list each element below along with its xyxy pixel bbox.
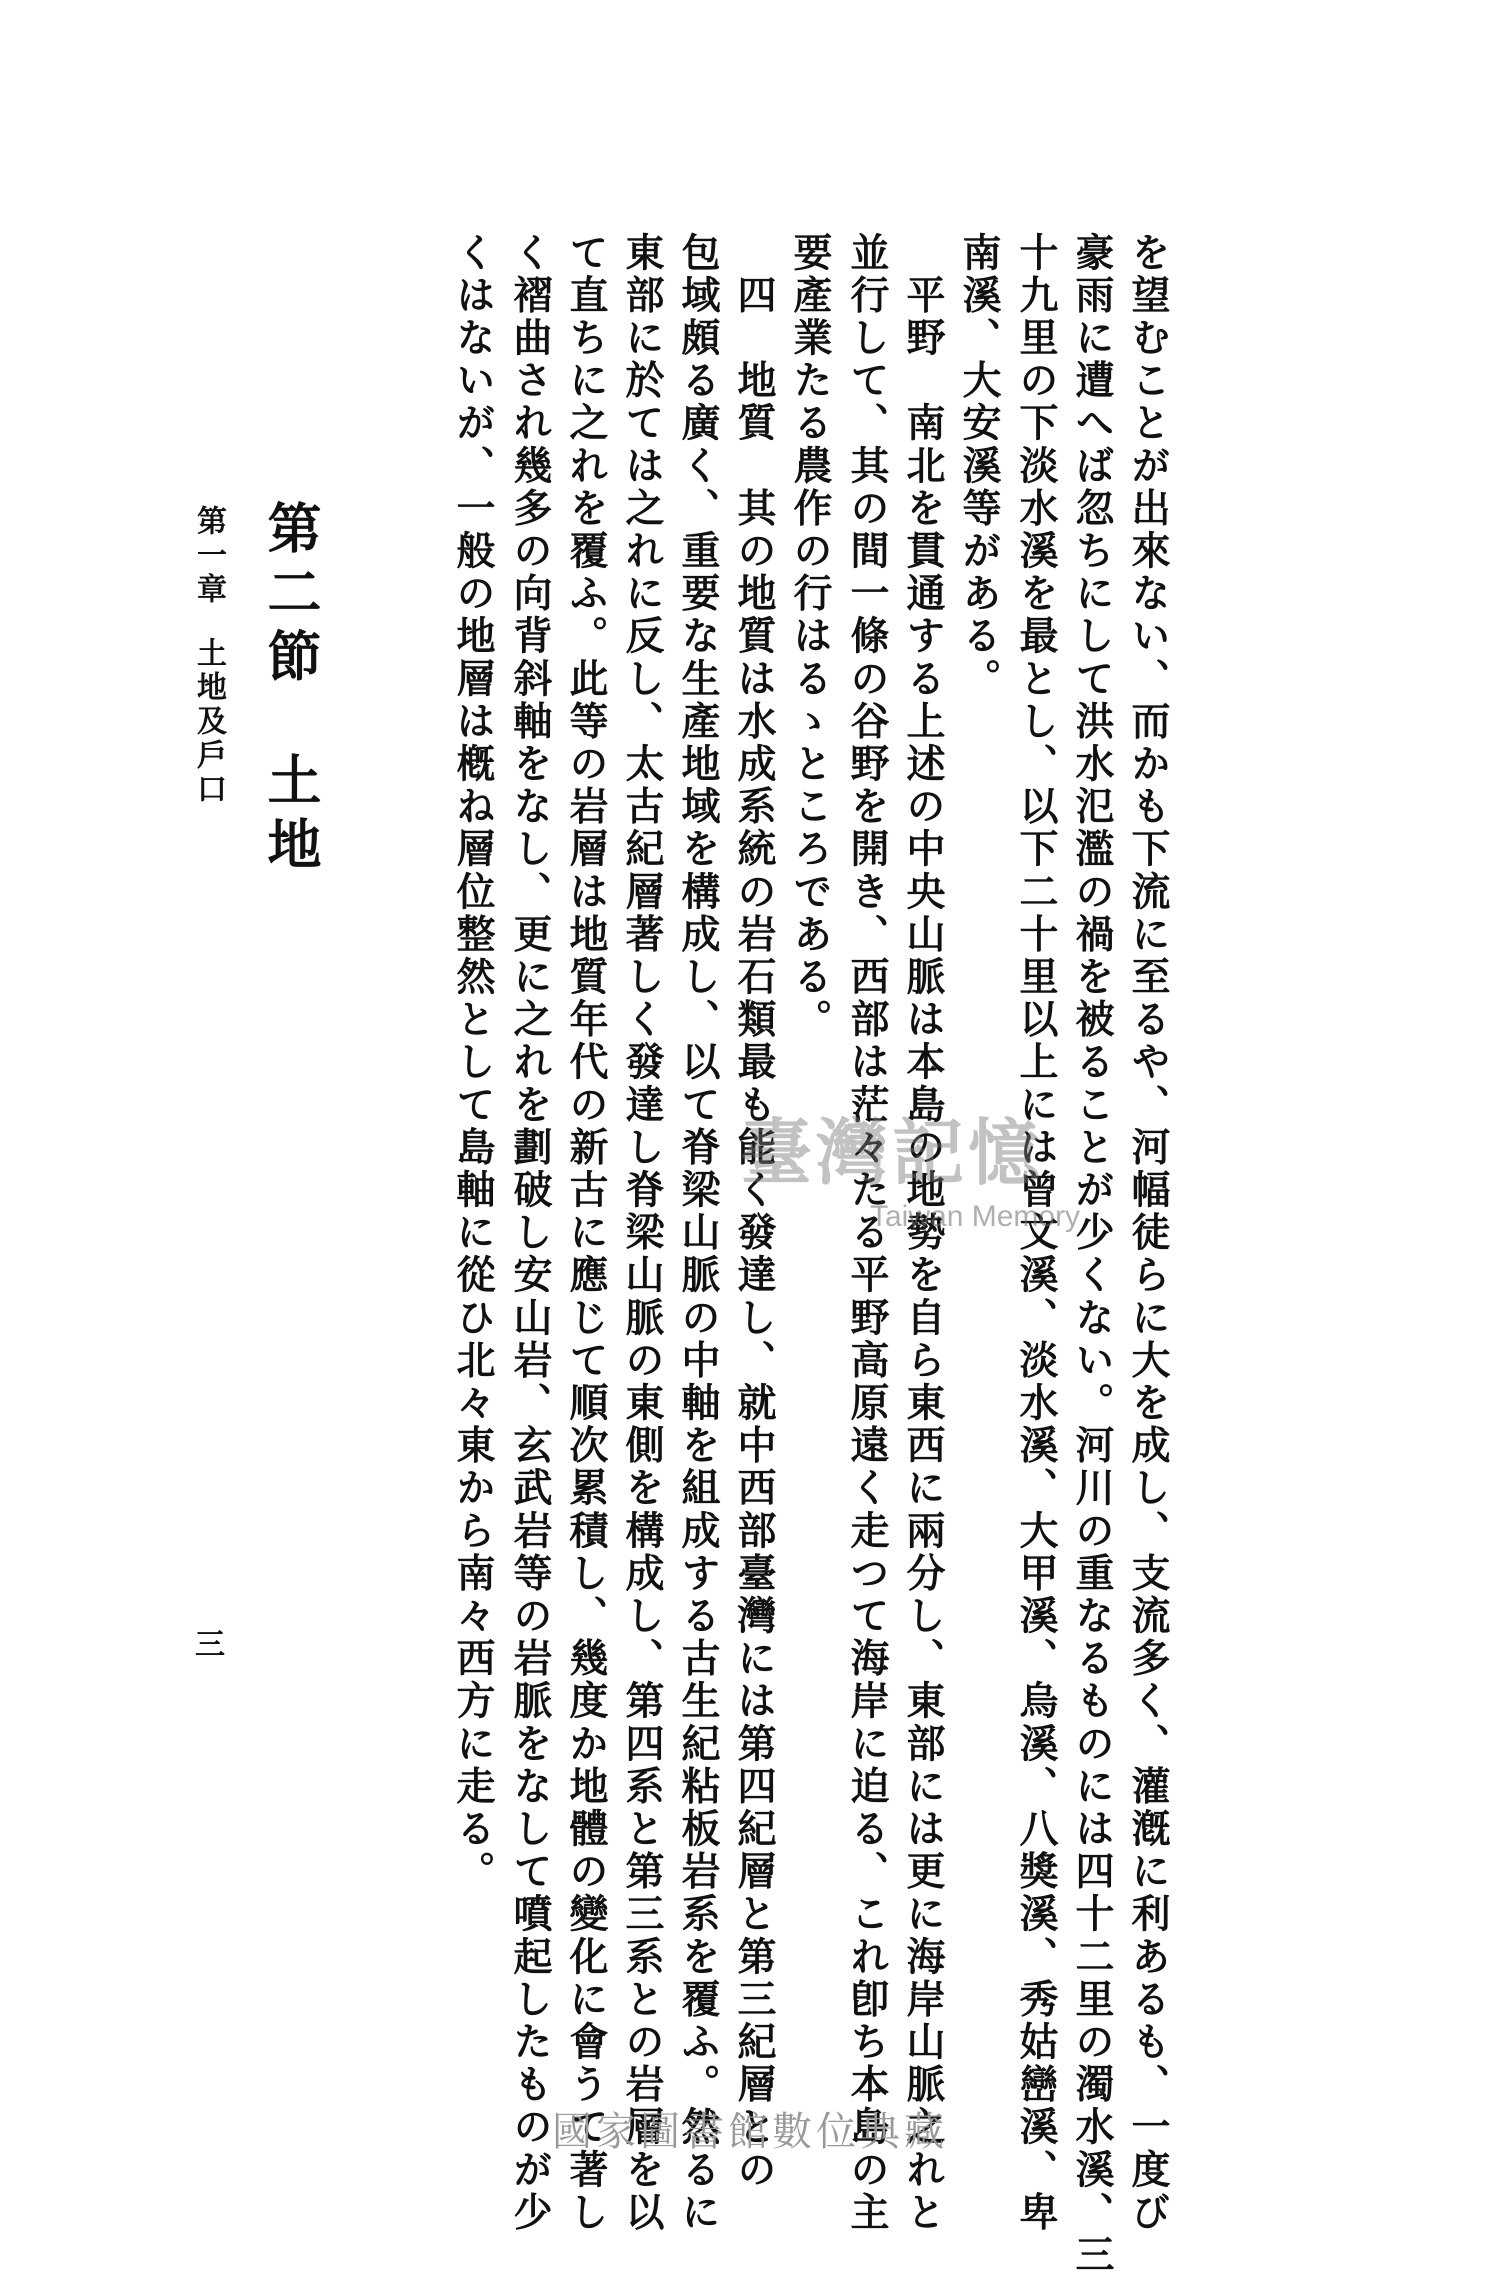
watermark-subtext: Taiwan Memory [870, 1200, 1081, 1233]
running-head-title: 土地及戶口 [191, 637, 226, 807]
text-column-6: 並行して、其の間一條の谷野を開き、西部は茫々たる平野高原遠く走つて海岸に迫る、これ卽ち本島の主 [844, 232, 890, 2235]
text-column-9: 包域頗る廣く、重要な生產地域を構成し、以て脊梁山脈の中軸を組成する古生紀粘板岩系を覆ふ。然るに [675, 232, 721, 2235]
section-heading [253, 500, 330, 880]
page-number: 三 [189, 1628, 224, 1658]
text-column-12: く褶曲され幾多の向背斜軸をなし、更に之れを劃破し安山岩、玄武岩等の岩脈をなして噴起したものが少 [507, 232, 553, 2235]
footer-credit: 國家圖書館數位典藏 [552, 2109, 948, 2155]
text-column-13: くはないが、一般の地層は槪ね層位整然として島軸に從ひ北々東から南々西方に走る。 [450, 232, 496, 1894]
running-head [186, 505, 230, 807]
text-column-3: 十九里の下淡水溪を最とし、以下二十里以上には曾文溪、淡水溪、大甲溪、烏溪、八獎溪、秀姑巒溪、卑 [1013, 232, 1059, 2235]
watermark-logo: 臺灣記憶 [740, 1110, 1045, 1195]
section-heading-title: 土地 [259, 752, 323, 880]
text-column-2: 豪雨に遭へば忽ちにして洪水氾濫の禍を被ることが少くない。河川の重なるものには四十二里の濁水溪、三 [1069, 232, 1115, 2277]
text-column-8: 四 地質 其の地質は水成系統の岩石類最も能く發達し、就中西部臺灣には第四紀層と第三紀層との [731, 232, 777, 2192]
text-column-1: を望むことが出來ない、而かも下流に至るや、河幅徒らに大を成し、支流多く、灌漑に利あるも、一度び [1125, 232, 1171, 2235]
text-column-5: 平野 南北を貫通する上述の中央山脈は本島の地勢を自ら東西に兩分し、東部には更に海岸山脈之れと [900, 232, 946, 2235]
running-head-chapter: 第一章 [191, 505, 226, 607]
text-column-11: て直ちに之れを覆ふ。此等の岩層は地質年代の新古に應じて順次累積し、幾度か地體の變化に會うて著し [563, 232, 609, 2235]
section-heading-label: 第二節 [259, 500, 323, 692]
text-column-4: 南溪、大安溪等がある。 [956, 232, 1002, 701]
text-column-7: 要產業たる農作の行はるゝところである。 [787, 232, 833, 1042]
text-column-10: 東部に於ては之れに反し、太古紀層著しく發達し脊梁山脈の東側を構成し、第四系と第三系との岩層を以 [619, 232, 665, 2235]
